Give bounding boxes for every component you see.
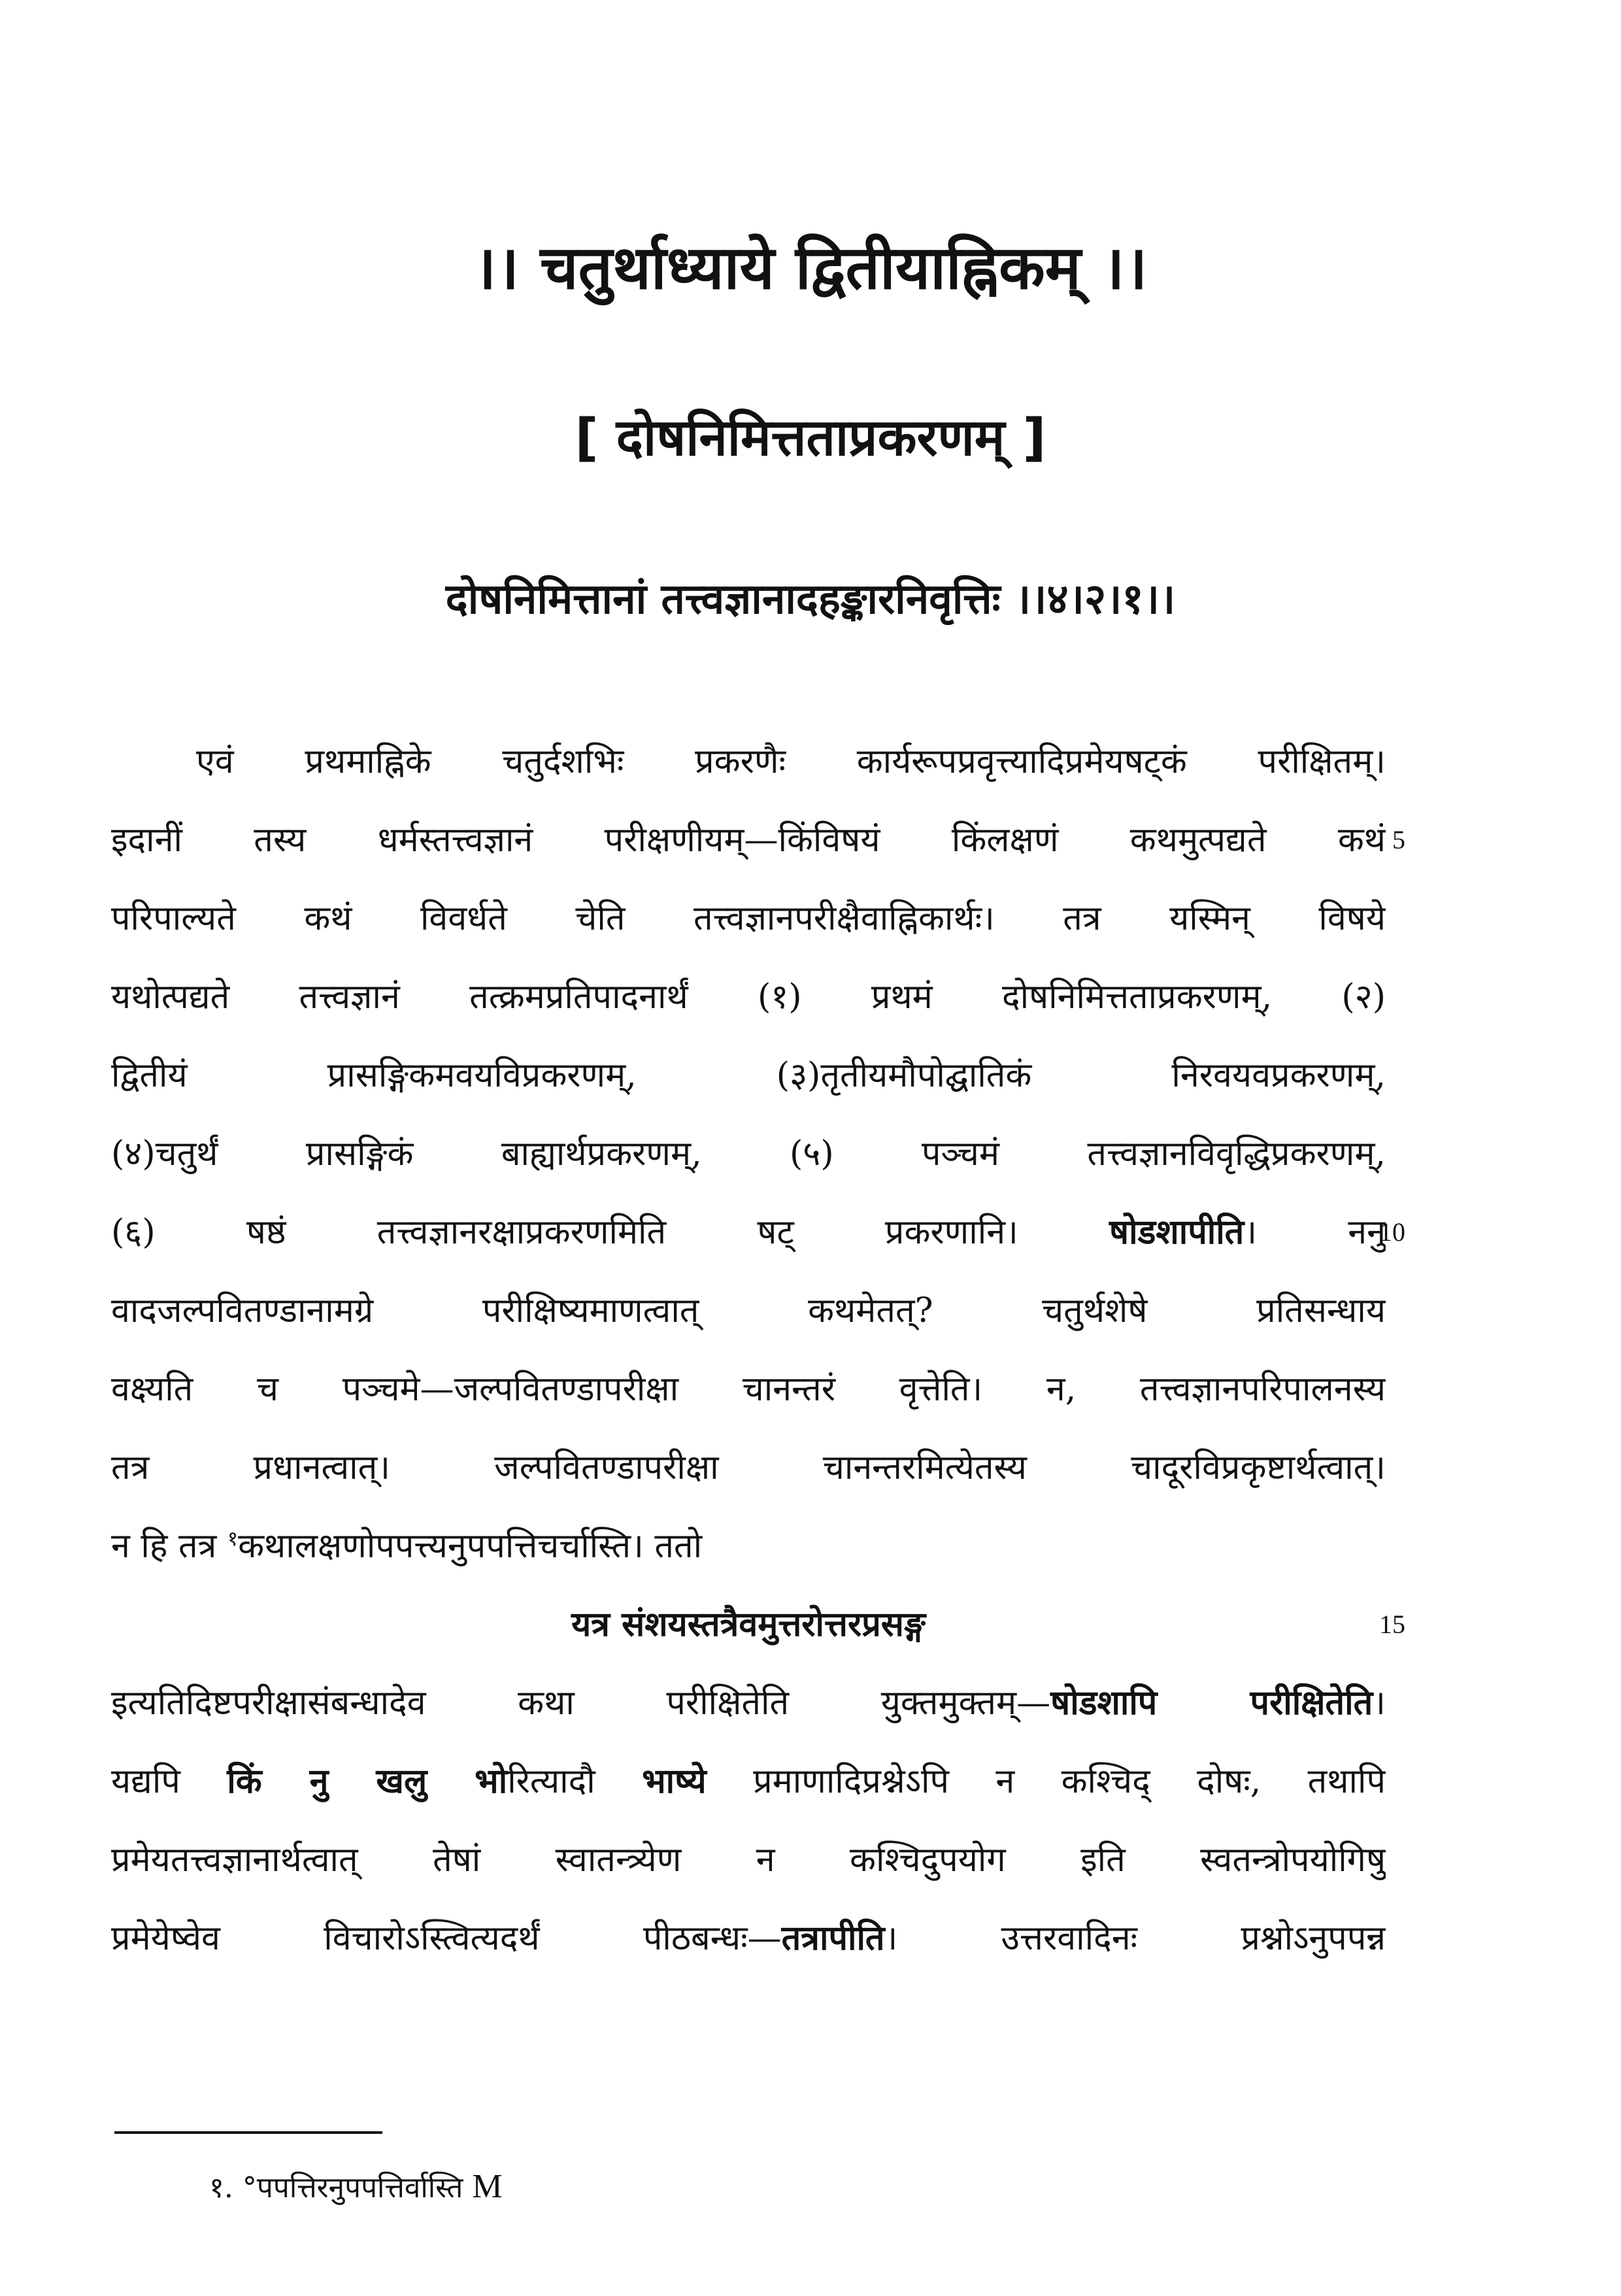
line-number: 5 — [1392, 825, 1405, 854]
bold-lemma: किं नु खलु भो — [227, 1761, 508, 1801]
text-line: वक्ष्यति च पञ्चमे—जल्पवितण्डापरीक्षा चानन्तरं वृत्तेति। न, तत्त्वज्ञानपरिपालनस्य — [111, 1370, 1386, 1409]
text-line: (६) षष्ठं तत्त्वज्ञानरक्षाप्रकरणमिति षट् प्रकरणानि। षोडशापीति। ननु — [111, 1212, 1386, 1252]
footnote-text: °पपत्तिरनुपपत्तिर्वास्ति — [242, 2171, 463, 2204]
text-line: न हि तत्र $^१$कथालक्षणोपपत्त्यनुपपत्तिचर्चास्ति। ततो — [111, 1527, 703, 1566]
text-line: परिपाल्यते कथं विवर्धते चेति तत्त्वज्ञानपरीक्षैवाह्निकार्थः। तत्र यस्मिन् विषये — [111, 899, 1386, 938]
quoted-verse: यत्र संशयस्तत्रैवमुत्तरोत्तरप्रसङ्ग — [571, 1605, 926, 1644]
footnote-siglum: M — [472, 2168, 503, 2205]
bold-lemma: भाष्ये — [642, 1761, 707, 1801]
text-line: एवं प्रथमाह्निके चतुर्दशभिः प्रकरणैः कार्यरूपप्रवृत्त्यादिप्रमेयषट्कं परीक्षितम्। — [196, 742, 1386, 781]
text-line: (४)चतुर्थं प्रासङ्गिकं बाह्यार्थप्रकरणम्, (५) पञ्चमं तत्त्वज्ञानविवृद्धिप्रकरणम्, — [111, 1134, 1386, 1173]
text-line: प्रमेयेष्वेव विचारोऽस्त्वित्यदर्थं पीठबन्धः—तत्रापीति। उत्तरवादिनः प्रश्नोऽनुपपन्न — [111, 1918, 1386, 1958]
text-line: वादजल्पवितण्डानामग्रे परीक्षिष्यमाणत्वात् कथमेतत्? चतुर्थशेषे प्रतिसन्धाय — [111, 1291, 1386, 1330]
bold-lemma: तत्रापीति — [781, 1918, 885, 1958]
line-number: 10 — [1379, 1217, 1405, 1247]
footnote-number: १. — [209, 2171, 233, 2204]
text-line: तत्र प्रधानत्वात्। जल्पवितण्डापरीक्षा चानन्तरमित्येतस्य चादूरविप्रकृष्टार्थत्वात्। — [111, 1448, 1386, 1487]
sutra-heading: दोषनिमित्तानां तत्त्वज्ञानादहङ्कारनिवृत्तिः ।।४।२।१।। — [445, 575, 1176, 624]
text-line: यथोत्पद्यते तत्त्वज्ञानं तत्क्रमप्रतिपादनार्थं (१) प्रथमं दोषनिमित्तताप्रकरणम्, (२) — [111, 977, 1386, 1017]
bold-lemma: षोडशापीति — [1109, 1212, 1245, 1252]
commentary-body — [111, 722, 1386, 1978]
text-line: प्रमेयतत्त्वज्ञानार्थत्वात् तेषां स्वातन्त्र्येण न कश्चिदुपयोग इति स्वतन्त्रोपयोगिषु — [111, 1840, 1386, 1880]
text-line: यद्यपि किं नु खलु भोरित्यादौ भाष्ये प्रमाणादिप्रश्नेऽपि न कश्चिद् दोषः, तथापि — [111, 1761, 1386, 1801]
text-line: द्वितीयं प्रासङ्गिकमवयविप्रकरणम्, (३)तृतीयमौपोद्घातिकं निरवयवप्रकरणम्, — [111, 1056, 1386, 1095]
footnote-marker: १ — [227, 1527, 239, 1551]
bold-lemma: षोडशापि परीक्षितेति — [1050, 1683, 1373, 1723]
text-line: इत्यतिदिष्टपरीक्षासंबन्धादेव कथा परीक्षितेति युक्तमुक्तम्—षोडशापि परीक्षितेति। — [111, 1683, 1386, 1723]
footnote — [209, 2157, 503, 2218]
chapter-title: ।। चतुर्थाध्याये द्वितीयाह्निकम् ।। — [473, 233, 1148, 303]
footnote-divider — [114, 2131, 382, 2134]
text-line: इदानीं तस्य धर्मस्तत्त्वज्ञानं परीक्षणीयम्—किंविषयं किंलक्षणं कथमुत्पद्यते कथं — [111, 820, 1386, 860]
line-number: 15 — [1379, 1610, 1405, 1639]
section-title: [ दोषनिमित्तताप्रकरणम् ] — [575, 409, 1046, 467]
